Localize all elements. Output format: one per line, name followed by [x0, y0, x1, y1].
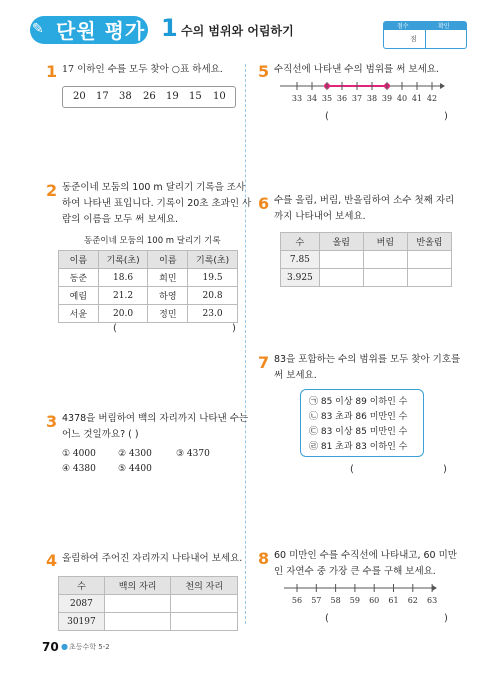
answer-cell[interactable] [104, 595, 171, 613]
chapter-title: 수의 범위와 어림하기 [181, 24, 294, 38]
tick-label: 61 [388, 596, 399, 605]
table-title: 동준이네 모둠의 100 m 달리기 기록 [84, 236, 221, 246]
tick-label: 37 [351, 94, 363, 103]
number-item[interactable]: 10 [213, 91, 226, 102]
question-number: 2 [46, 181, 58, 200]
tick-label: 63 [427, 596, 438, 605]
question-number: 6 [258, 194, 270, 213]
table-row: 동준 18.6 희민 19.5 [59, 269, 238, 287]
column-divider [245, 64, 246, 624]
arrow-icon [440, 83, 445, 89]
number-item[interactable]: 26 [143, 91, 156, 102]
table-row: 30197 [59, 613, 238, 631]
option-item[interactable]: ⑤ 4400 [118, 464, 152, 474]
bullet-icon: ● [61, 642, 68, 651]
number-line[interactable] [282, 580, 442, 610]
table-row: 예림 21.2 하영 20.8 [59, 287, 238, 305]
tick-label: 58 [330, 596, 341, 605]
answer-cell[interactable] [407, 269, 451, 287]
table-row: 3.925 [281, 269, 452, 287]
answer-paren-close: ) [232, 323, 236, 334]
number-line [278, 78, 448, 108]
answer-cell[interactable] [104, 613, 171, 631]
page-title: 단원 평가 [56, 19, 146, 43]
table-row: 서윤 20.0 정민 23.0 [59, 305, 238, 323]
number-box [62, 86, 236, 108]
answer-paren-open: ( [350, 464, 354, 475]
option-item[interactable]: ① 4000 [62, 449, 96, 459]
score-box [383, 21, 467, 49]
answer-cell[interactable] [319, 251, 363, 269]
question-text: 동준이네 모둠의 100 m 달리기 기록을 조사 하여 나타낸 표입니다. 기록이 20초 초과인 사 람의 이름을 모두 써 보세요. [62, 182, 252, 225]
tick-label: 33 [291, 94, 303, 103]
rounding-table: 수 올림 버림 반올림 7.85 3.925 [280, 232, 452, 287]
answer-paren-close: ) [443, 464, 447, 475]
table-row: 7.85 [281, 251, 452, 269]
number-item[interactable]: 19 [166, 91, 179, 102]
score-unit: 점 [410, 35, 417, 43]
question-number: 1 [46, 62, 58, 81]
tick-label: 57 [311, 596, 322, 605]
pencil-icon: ✎ [32, 21, 44, 37]
tick-label: 35 [321, 94, 333, 103]
question-number: 4 [46, 551, 58, 570]
answer-paren-open: ( [113, 323, 117, 334]
answer-cell[interactable] [407, 251, 451, 269]
record-table: 이름 기록(초) 이름 기록(초) 동준 18.6 희민 19.5 예림 21.2 하영 20.8 서윤 20.0 정민 23.0 [58, 250, 238, 323]
tick-label: 34 [306, 94, 318, 103]
table-row: 2087 [59, 595, 238, 613]
answer-paren-open: ( [325, 111, 329, 122]
option-item[interactable]: ㉣ 81 초과 83 이하인 수 [309, 442, 408, 452]
arrow-icon [432, 585, 437, 591]
number-item[interactable]: 17 [96, 91, 109, 102]
number-item[interactable]: 15 [189, 91, 202, 102]
answer-cell[interactable] [363, 251, 407, 269]
question-text: 수를 올림, 버림, 반올림하여 소수 첫째 자리 까지 나타내어 보세요. [274, 195, 455, 222]
rounding-table: 수 백의 자리 천의 자리 2087 30197 [58, 576, 238, 631]
question-number: 7 [258, 353, 270, 372]
chapter-number: 1 [161, 14, 178, 42]
tick-label: 42 [426, 94, 438, 103]
option-box [300, 389, 424, 457]
tick-label: 41 [411, 94, 423, 103]
answer-cell[interactable] [319, 269, 363, 287]
answer-paren-close: ) [444, 111, 448, 122]
answer-cell[interactable] [171, 613, 238, 631]
footer-label: 초등수학 5-2 [69, 643, 110, 651]
tick-label: 36 [336, 94, 348, 103]
option-item[interactable]: ③ 4370 [176, 449, 210, 459]
answer-paren-open: ( [325, 613, 329, 624]
question-text: 올림하여 주어진 자리까지 나타내어 보세요. [62, 553, 243, 564]
option-item[interactable]: ㉡ 83 초과 86 미만인 수 [309, 412, 408, 422]
question-text: 수직선에 나타낸 수의 범위를 써 보세요. [274, 64, 439, 75]
tick-label: 62 [407, 596, 418, 605]
score-label: 점수 [397, 23, 409, 30]
question-text: 83을 포함하는 수의 범위를 모두 찾아 기호를 써 보세요. [274, 354, 461, 381]
tick-label: 56 [291, 596, 303, 605]
option-item[interactable]: ㉠ 85 이상 89 이하인 수 [309, 397, 408, 407]
check-label: 확인 [438, 23, 450, 30]
question-text: 17 이하인 수를 모두 찾아 ○표 하세요. [62, 64, 223, 75]
question-number: 8 [258, 549, 270, 568]
answer-cell[interactable] [171, 595, 238, 613]
tick-label: 38 [366, 94, 378, 103]
question-text: 60 미만인 수를 수직선에 나타내고, 60 미만 인 자연수 중 가장 큰 수를 구해 보세요. [274, 550, 457, 577]
tick-label: 39 [381, 94, 393, 103]
option-item[interactable]: ② 4300 [118, 449, 152, 459]
answer-paren-close: ) [444, 613, 448, 624]
tick-label: 60 [369, 596, 380, 605]
question-number: 5 [258, 62, 270, 81]
number-item[interactable]: 20 [73, 91, 86, 102]
page-number: 70 [42, 640, 59, 654]
answer-cell[interactable] [363, 269, 407, 287]
question-text: 4378을 버림하여 백의 자리까지 나타낸 수는 어느 것일까요? ( ) [62, 413, 249, 440]
tick-label: 59 [349, 596, 360, 605]
question-number: 3 [46, 412, 58, 431]
tick-label: 40 [396, 94, 408, 103]
option-item[interactable]: ④ 4380 [62, 464, 96, 474]
option-item[interactable]: ㉢ 83 이상 85 미만인 수 [309, 427, 408, 437]
number-item[interactable]: 38 [119, 91, 132, 102]
